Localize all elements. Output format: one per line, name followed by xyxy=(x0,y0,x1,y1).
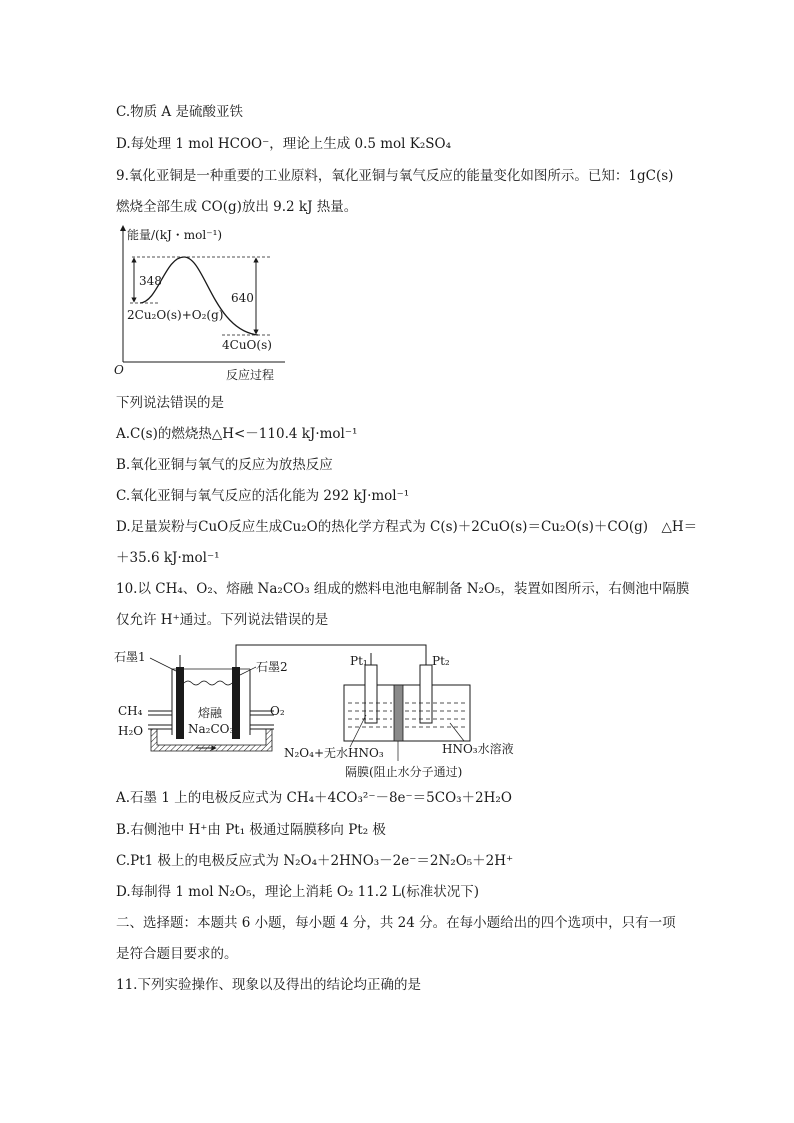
q11-stem: 11.下列实验操作、现象以及得出的结论均正确的是 xyxy=(116,977,421,993)
q10-stem-line2: 仅允许 H⁺通过。下列说法错误的是 xyxy=(116,612,329,628)
origin-label: O xyxy=(114,363,124,377)
q9-stem-line2: 燃烧全部生成 CO(g)放出 9.2 kJ 热量。 xyxy=(116,199,358,215)
pt1-electrode xyxy=(365,665,377,723)
q10-option-d: D.每制得 1 mol N₂O₅，理论上消耗 O₂ 11.2 L(标准状况下) xyxy=(116,884,479,900)
ch4-label: CH₄ xyxy=(118,704,143,718)
energy-diagram xyxy=(110,224,290,384)
graphite-2-label: 石墨2 xyxy=(256,660,288,674)
graphite-1-label: 石墨1 xyxy=(114,650,146,664)
x-axis-label: 反应过程 xyxy=(226,368,275,382)
q9-question: 下列说法错误的是 xyxy=(116,395,224,411)
products-label: 4CuO(s) xyxy=(222,338,272,352)
q9-option-b: B.氧化亚铜与氧气的反应为放热反应 xyxy=(116,457,333,473)
q9-option-a: A.C(s)的燃烧热△H<－110.4 kJ·mol⁻¹ xyxy=(116,426,358,442)
q9-option-c: C.氧化亚铜与氧气反应的活化能为 292 kJ·mol⁻¹ xyxy=(116,488,410,504)
pt1-label: Pt₁ xyxy=(350,654,368,668)
q8-option-d: D.每处理 1 mol HCOO⁻，理论上生成 0.5 mol K₂SO₄ xyxy=(116,136,452,152)
cell-diagram xyxy=(114,643,524,783)
q10-stem-line1: 10.以 CH₄、O₂、熔融 Na₂CO₃ 组成的燃料电池电解制备 N₂O₅，装置如图所示，右侧池中隔膜 xyxy=(116,581,690,597)
membrane-label: 隔膜(阻止水分子通过) xyxy=(345,765,463,779)
h2o-label: H₂O xyxy=(118,724,144,738)
reaction-energy-label: 640 xyxy=(231,291,254,305)
molten-label: 熔融 xyxy=(198,706,223,720)
membrane xyxy=(394,685,403,741)
section-2-heading-line2: 是符合题目要求的。 xyxy=(116,946,238,962)
q9-option-d-line2: ＋35.6 kJ·mol⁻¹ xyxy=(116,550,220,566)
activation-energy-label: 348 xyxy=(139,274,162,288)
electrolysis-cell xyxy=(284,653,514,779)
q10-option-a: A.石墨 1 上的电极反应式为 CH₄＋4CO₃²⁻－8e⁻＝5CO₃＋2H₂O xyxy=(116,790,512,806)
pt2-label: Pt₂ xyxy=(432,654,450,668)
reactants-label: 2Cu₂O(s)+O₂(g) xyxy=(127,308,224,322)
q8-option-c: C.物质 A 是硫酸亚铁 xyxy=(116,104,243,120)
o2-label: O₂ xyxy=(270,704,285,718)
molten-electrolyte-label: Na₂CO₃ xyxy=(188,722,235,736)
section-2-heading-line1: 二、选择题：本题共 6 小题，每小题 4 分，共 24 分。在每小题给出的四个选项中，只有一项 xyxy=(116,915,676,931)
right-solution-label: HNO₃水溶液 xyxy=(442,742,514,756)
graphite-electrode-1 xyxy=(176,667,184,739)
y-axis-label: 能量/(kJ・mol⁻¹) xyxy=(127,228,223,242)
q10-option-b: B.右侧池中 H⁺由 Pt₁ 极通过隔膜移向 Pt₂ 极 xyxy=(116,822,386,838)
fuel-cell xyxy=(114,645,288,751)
pt2-electrode xyxy=(420,665,432,723)
electrolysis-tank xyxy=(344,685,470,741)
q9-option-d-line1: D.足量炭粉与CuO反应生成Cu₂O的热化学方程式为 C(s)＋2CuO(s)＝Cu₂O(s)＋CO(g) △H＝ xyxy=(116,519,698,535)
q10-option-c: C.Pt1 极上的电极反应式为 N₂O₄＋2HNO₃－2e⁻＝2N₂O₅＋2H⁺ xyxy=(116,853,514,869)
left-solution-label: N₂O₄+无水HNO₃ xyxy=(284,746,384,760)
q9-stem-line1: 9.氧化亚铜是一种重要的工业原料，氧化亚铜与氧气反应的能量变化如图所示。已知：1gC(s) xyxy=(116,168,674,184)
